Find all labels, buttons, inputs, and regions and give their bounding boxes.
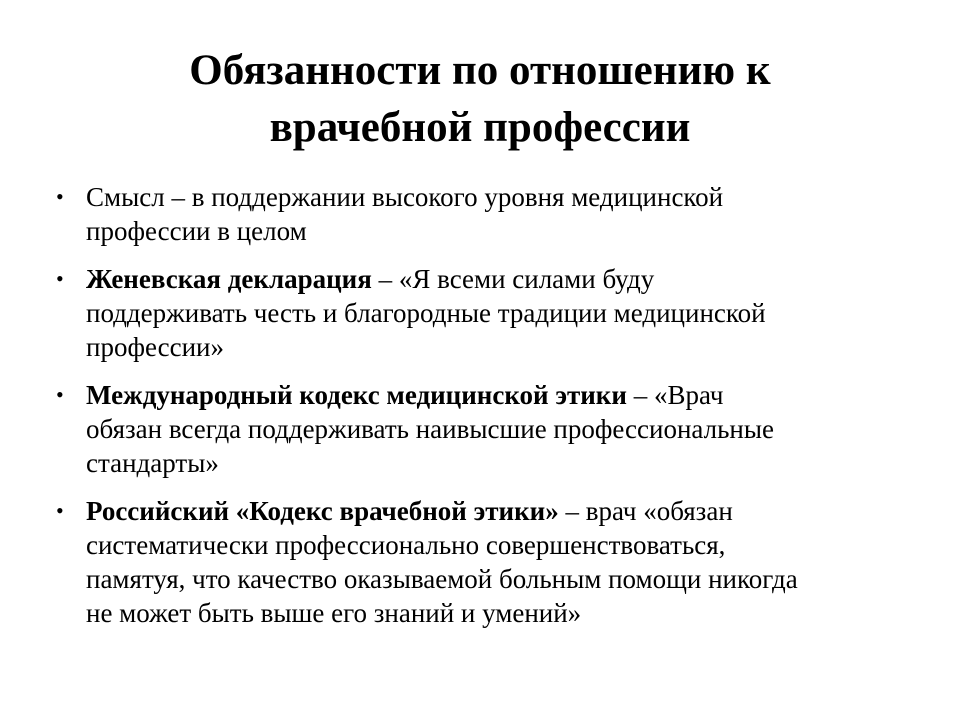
bullet-dot-icon: •	[56, 382, 64, 407]
bullet-bold-source: Женевская декларация	[86, 264, 372, 294]
bullet-item	[56, 494, 916, 630]
bullet-item	[56, 378, 916, 480]
slide-title-line-2: врачебной профессии	[269, 104, 691, 151]
bullet-text-line: стандарты»	[86, 448, 219, 478]
bullet-dot-icon: •	[56, 498, 64, 523]
bullet-first-line	[86, 262, 916, 296]
bullet-list	[56, 180, 916, 644]
bullet-text-line: профессии в целом	[86, 216, 307, 246]
bullet-text: – врач «обязан	[558, 496, 733, 526]
bullet-text-line: не может быть выше его знаний и умений»	[86, 598, 582, 628]
bullet-bold-source: Российский «Кодекс врачебной этики»	[86, 496, 559, 526]
bullet-text-line: профессии»	[86, 332, 224, 362]
bullet-bold-source: Международный кодекс медицинской этики	[86, 380, 627, 410]
bullet-text: – «Я всеми силами буду	[371, 264, 655, 294]
bullet-item	[56, 262, 916, 364]
bullet-text-line: поддерживать честь и благородные традиции медицинской	[86, 298, 766, 328]
slide-title-line-1: Обязанности по отношению к	[189, 47, 771, 94]
bullet-text-line: систематически профессионально совершенствоваться,	[86, 530, 726, 560]
bullet-item	[56, 180, 916, 248]
bullet-text: – «Врач	[626, 380, 724, 410]
bullet-dot-icon: •	[56, 184, 64, 209]
slide-title	[80, 42, 880, 156]
bullet-dot-icon: •	[56, 266, 64, 291]
bullet-text-line: обязан всегда поддерживать наивысшие профессиональные	[86, 414, 774, 444]
bullet-first-line	[86, 494, 916, 528]
bullet-text-line: памятуя, что качество оказываемой больным помощи никогда	[86, 564, 798, 594]
bullet-first-line	[86, 378, 916, 412]
bullet-text-line: Смысл – в поддержании высокого уровня медицинской	[86, 182, 724, 212]
